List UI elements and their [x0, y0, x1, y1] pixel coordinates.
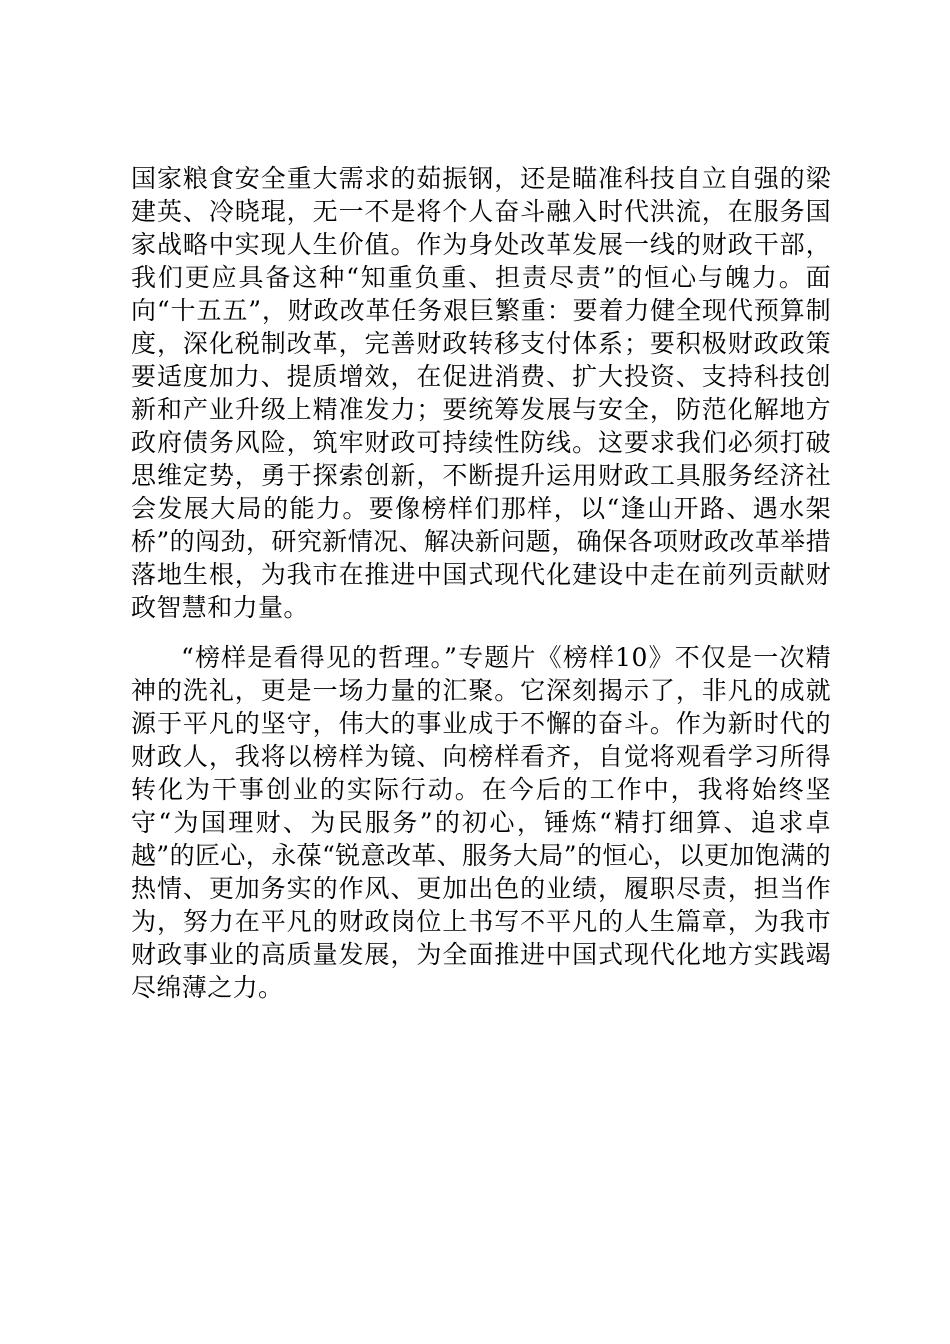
paragraph-continued: 国家粮食安全重大需求的茹振钢，还是瞄准科技自立自强的梁建英、冷晓琨，无一不是将个人奋斗融入时代洪流，在服务国家战略中实现人生价值。作为身处改革发展一线的财政干部，我们更应具备这种“知重负重、担责尽责”的恒心与魄力。面向“十五五”，财政改革任务艰巨繁重：要着力健全现代预算制度，深化税制改革，完善财政转移支付体系；要积极财政政策要适度加力、提质增效，在促进消费、扩大投资、支持科技创新和产业升级上精准发力；要统筹发展与安全，防范化解地方政府债务风险，筑牢财政可持续性防线。这要求我们必须打破思维定势，勇于探索创新，不断提升运用财政工具服务经济社会发展大局的能力。要像榜样们那样，以“逢山开路、遇水架桥”的闯劲，研究新情况、解决新问题，确保各项财政改革举措落地生根，为我市在推进中国式现代化建设中走在前列贡献财政智慧和力量。 [131, 164, 831, 622]
paragraph-role-models: “榜样是看得见的哲理。”专题片《榜样10》不仅是一次精神的洗礼，更是一场力量的汇聚。它深刻揭示了，非凡的成就源于平凡的坚守，伟大的事业成于不懈的奋斗。作为新时代的财政人，我将以榜样为镜、向榜样看齐，自觉将观看学习所得转化为干事创业的实际行动。在今后的工作中，我将始终坚守“为国理财、为民服务”的初心，锤炼“精打细算、追求卓越”的匠心，永葆“锐意改革、服务大局”的恒心，以更加饱满的热情、更加务实的作风、更加出色的业绩，履职尽责，担当作为，努力在平凡的财政岗位上书写不平凡的人生篇章，为我市财政事业的高质量发展，为全面推进中国式现代化地方实践竭尽绵薄之力。 [131, 643, 831, 1002]
document-body [131, 162, 831, 1004]
